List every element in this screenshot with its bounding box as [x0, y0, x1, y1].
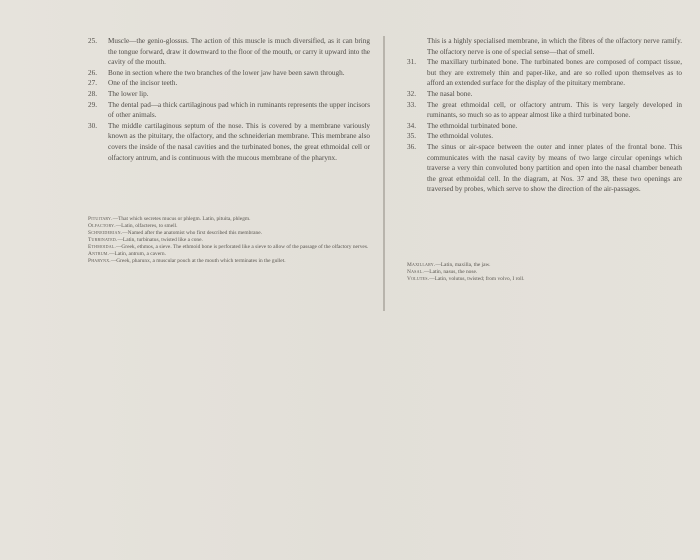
footnote-term: Nasal.: [407, 269, 424, 275]
footnote: [88, 258, 370, 265]
entry-number: 35.: [407, 132, 416, 141]
entry-33: [407, 100, 682, 121]
footnote-term: Pharynx.: [88, 258, 111, 264]
left-column: [88, 36, 370, 163]
footnote-term: Ethmoidal.: [88, 244, 116, 250]
entry-35: [407, 131, 682, 142]
column-divider: [383, 36, 385, 311]
entry-text: The great ethmoidal cell, or olfactory antrum. This is very largely developed in ruminants, so much so as to appear almost like a third turbinated bone.: [427, 100, 682, 120]
footnote: [407, 276, 682, 283]
entry-26: [88, 68, 370, 79]
footnote-term: Pituitary.: [88, 216, 113, 222]
entry-text: The ethmoidal turbinated bone.: [427, 121, 518, 130]
entry-text: The ethmoidal volutes.: [427, 132, 494, 141]
entry-text: The maxillary turbinated bone. The turbinated bones are composed of compact tissue, but they are extremely thin and paper-like, and are so rolled upon themselves as to afford an extended surface for the display of the pituitary membrane.: [427, 58, 682, 88]
footnote-text: —Greek, ethmos, a sieve. The ethmoid bone is perforated like a sieve to allow of the passage of the olfactory nerves.: [115, 244, 369, 250]
footnote: [88, 244, 370, 251]
footnote: [88, 237, 370, 244]
footnote: [88, 216, 370, 223]
footnote-term: Schneiderian.: [88, 230, 123, 236]
entry-28: [88, 89, 370, 100]
entry-number: 28.: [88, 89, 97, 98]
footnote-text: —Latin, antrum, a cavern.: [109, 251, 166, 257]
entry-31: [407, 57, 682, 89]
footnote: [88, 251, 370, 258]
entry-text: Muscle—the genio-glossus. The action of this muscle is much diversified, as it can bring the tongue forward, draw it downward to the floor of the mouth, or carry it upward into the cavity of the mouth.: [108, 37, 370, 67]
footnote-term: Olfactory.: [88, 223, 116, 229]
entry-number: 25.: [88, 37, 97, 45]
entry-text: One of the incisor teeth.: [108, 79, 178, 88]
footnote-text: —Latin, nasus, the nose.: [423, 269, 478, 275]
entry-number: 33.: [407, 100, 416, 109]
entry-text: Bone in section where the two branches of the lower jaw have been sawn through.: [108, 68, 345, 77]
footnote: [407, 262, 682, 269]
footnote-text: —That which secretes mucus or phlegm. Latin, pituita, phlegm.: [112, 216, 251, 222]
entry-number: 36.: [407, 142, 416, 151]
entry-34: [407, 121, 682, 132]
entry-30: [88, 121, 370, 163]
entry-32: [407, 89, 682, 100]
footnote: [88, 230, 370, 237]
footnote: [88, 223, 370, 230]
entry-29: [88, 100, 370, 121]
entry-number: 34.: [407, 121, 416, 130]
footnote-term: Volutes.: [407, 276, 430, 282]
footnote-term: Turbinated.: [88, 237, 118, 243]
entry-27: [88, 78, 370, 89]
entry-text: The dental pad—a thick cartilaginous pad which in ruminants represents the upper incisors of other animals.: [108, 100, 370, 120]
entry-number: 27.: [88, 79, 97, 88]
footnote-term: Maxillary.: [407, 262, 436, 268]
entry-number: 29.: [88, 100, 97, 109]
entry-number: 30.: [88, 121, 97, 130]
footnote-term: Antrum.: [88, 251, 110, 257]
footnote-text: —Latin, maxilla, the jaw.: [435, 262, 491, 268]
entry-number: 26.: [88, 68, 97, 77]
entry-continuation: This is a highly specialised membrane, in which the fibres of the olfactory nerve ramify. The olfactory nerve is one of special sense—that of smell.: [427, 37, 682, 56]
footnote: [407, 269, 682, 276]
entry-text: The sinus or air-space between the outer and inner plates of the frontal bone. This communicates with the nasal cavity by means of two large circular openings which traverse a very thin convoluted bony partition and open into the nasal chamber beneath the great ethmoidal cell. In the diagram, at Nos. 37 and 38, these two openings are traversed by probes, which serve to show the direction of the air-passages.: [427, 142, 682, 194]
left-footnotes: [88, 216, 370, 265]
entry-number: 32.: [407, 89, 416, 98]
entry-25: [88, 36, 370, 68]
footnote-text: —Latin, turbinatus, twisted like a cone.: [117, 237, 203, 243]
entry-text: The nasal bone.: [427, 89, 473, 98]
footnote-text: —Latin, volutus, twisted; from volvo, I roll.: [429, 276, 525, 282]
footnote-text: —Named after the anatomist who first described this membrane.: [122, 230, 262, 236]
entry-36: [407, 142, 682, 195]
entry-text: The lower lip.: [108, 89, 149, 98]
entry-text: The middle cartilaginous septum of the nose. This is covered by a membrane variously known as the pituitary, the olfactory, and the schneiderian membrane. This membrane also covers the inside of the nasal cavities and the turbinated bones, the great ethmoidal cell or olfactory antrum, and is continuous with the mucous membrane of the pharynx.: [108, 121, 370, 162]
footnote-text: —Greek, pharunx, a muscular pouch at the mouth which terminates in the gullet.: [110, 258, 286, 264]
right-column: [407, 36, 682, 195]
right-footnotes: [407, 262, 682, 283]
footnote-text: —Latin, olfacteres, to smell.: [115, 223, 178, 229]
entry-number: 31.: [407, 58, 416, 67]
